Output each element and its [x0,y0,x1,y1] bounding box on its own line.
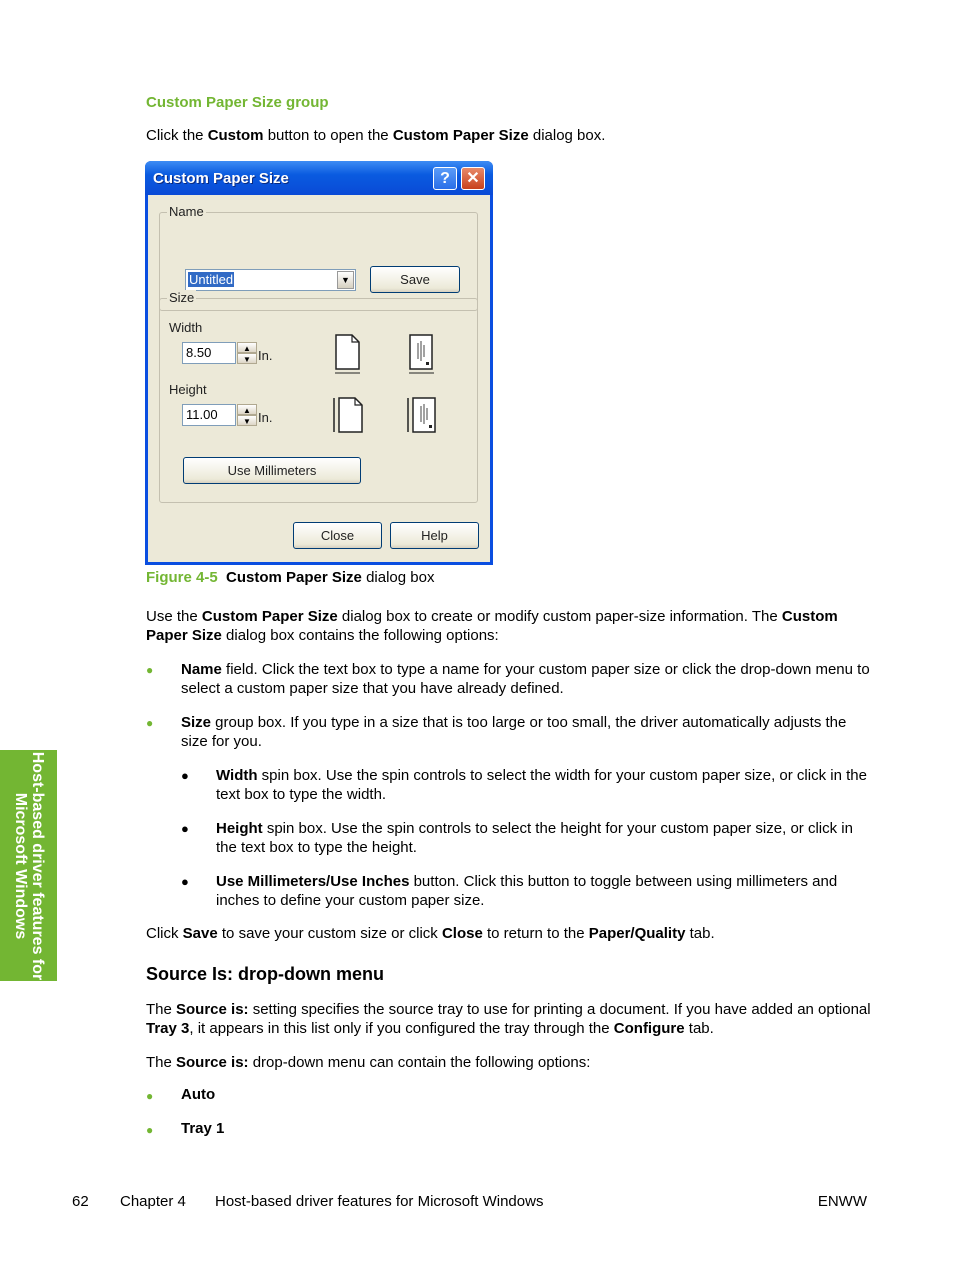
close-icon[interactable]: ✕ [461,167,485,190]
portrait-paper-height-icon [332,395,366,439]
page-number: 62 [72,1193,89,1210]
dialog-titlebar [145,161,493,195]
footer-right: ENWW [817,1193,867,1210]
save-button[interactable]: Save [370,266,460,293]
width-unit: In. [258,348,273,363]
footer-title: Host-based driver features for Microsoft Windows [215,1193,544,1210]
paragraph-2: Click Save to save your custom size or click Close to return to the Paper/Quality tab. [146,925,715,942]
subbullet-icon: ● [181,821,189,836]
envelope-height-icon [406,395,440,439]
source-heading: Source Is: drop-down menu [146,964,385,984]
size-group-label: Size [169,290,195,305]
bullet-icon: ● [146,663,154,677]
height-label: Height [169,382,207,397]
name-combo-value: Untitled [189,272,234,287]
bullet-icon: ● [146,716,154,730]
subbullet-item: Height spin box. Use the spin controls to select the height for your custom paper size, or click in the text box to type the height. [216,820,853,856]
subbullet-icon: ● [181,874,189,889]
paragraph-1: Use the Custom Paper Size dialog box to create or modify custom paper-size information. The Custom Paper Size dialog box contains the following options: [146,608,838,644]
use-millimeters-button[interactable]: Use Millimeters [183,457,361,484]
dialog-title: Custom Paper Size [153,170,289,187]
subbullet-item: Width spin box. Use the spin controls to select the width for your custom paper size, or click in the text box to type the width. [216,767,867,803]
spin-down-icon[interactable]: ▼ [237,415,257,426]
bullet-icon: ● [146,1123,154,1137]
intro-paragraph: Click the Custom button to open the Custom Paper Size dialog box. [146,127,606,144]
portrait-paper-width-icon [332,333,364,377]
width-label: Width [169,320,203,335]
width-spinner[interactable] [237,342,257,364]
dialog-client [148,195,490,562]
custom-paper-size-dialog [145,161,493,565]
subbullet-item: Use Millimeters/Use Inches button. Click this button to toggle between using millimeters and inches to define your custom paper size. [216,873,838,909]
name-group-label: Name [169,204,204,219]
subbullet-icon: ● [181,768,189,783]
paragraph-3: The Source is: setting specifies the source tray to use for printing a document. If you have added an optional Tray 3, it appears in this list only if you configured the tray through the Configure tab. [146,1001,871,1037]
side-tab-label: Host-based driver features for Microsoft Windows [11,751,46,980]
name-combo[interactable] [185,269,356,291]
close-button[interactable]: Close [293,522,382,549]
chevron-down-icon[interactable]: ▼ [337,271,354,289]
bullet-item: Size group box. If you type in a size that is too large or too small, the driver automatically adjusts the size for you. [181,714,847,750]
option-item: Auto [181,1086,216,1103]
help-icon[interactable]: ? [433,167,457,190]
name-groupbox [159,212,478,311]
option-item: Tray 1 [181,1120,225,1137]
height-input[interactable]: 11.00 [182,404,236,426]
spin-down-icon[interactable]: ▼ [237,353,257,364]
spin-up-icon[interactable]: ▲ [237,404,257,415]
footer-chapter: Chapter 4 [120,1193,186,1210]
width-input[interactable]: 8.50 [182,342,236,364]
section-heading: Custom Paper Size group [146,94,329,111]
figure-caption: Figure 4-5 Custom Paper Size dialog box [146,569,435,586]
envelope-width-icon [406,333,438,377]
side-tab [0,750,57,981]
height-spinner[interactable] [237,404,257,426]
paragraph-4: The Source is: drop-down menu can contain the following options: [146,1054,591,1071]
height-unit: In. [258,410,273,425]
spin-up-icon[interactable]: ▲ [237,342,257,353]
help-button[interactable]: Help [390,522,479,549]
bullet-item: Name field. Click the text box to type a name for your custom paper size or click the drop-down menu to select a custom paper size that you have already defined. [181,661,870,697]
bullet-icon: ● [146,1089,154,1103]
